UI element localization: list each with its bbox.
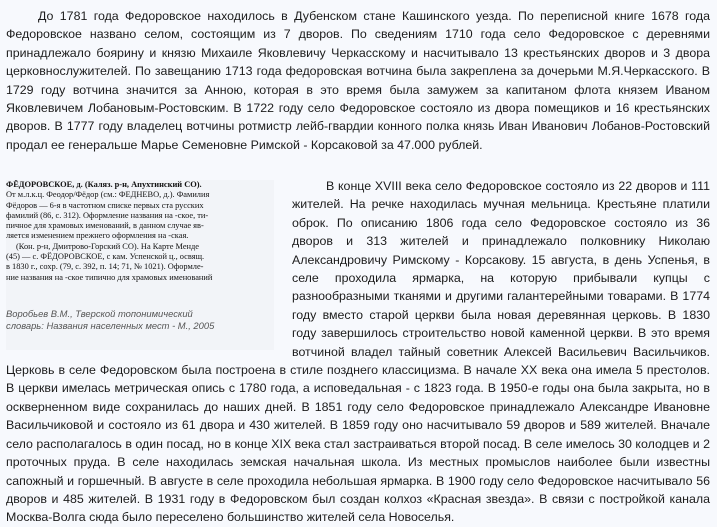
dictionary-line: фамилий (86, с. 312). Оформление названия на -ское, ти- <box>6 210 209 220</box>
dictionary-line: Фёдоров — 6-я в частотном списке первых ста русских <box>6 200 204 210</box>
dictionary-line: ФЁДОРОВСКОЕ, д. (Каляз. р-н, Апухтинский СО). <box>6 180 202 189</box>
dictionary-caption <box>6 308 274 332</box>
dictionary-line: ляется изменением прежнего оформления на -ская. <box>6 231 189 241</box>
paragraph-history-1781: До 1781 года Федоровское находилось в Дубенском стане Кашинского уезда. По переписной книге 1678 года Федоровское названо селом, состоящим из 7 дворов. По сведениям 1710 года село Федоровское с деревнями принадлежало боярину и князю Михаиле Яковлевичу Черкасскому и насчитывало 13 крестьянских дворов и 3 двора церковнослужителей. По завещанию 1713 года федоровская вотчина была закреплена за дочерьми М.Я.Черкасского. В 1729 году вотчина значится за Анною, которая в это время была замужем за капитаном флота князем Иваном Яковлевичем Лобановым-Ростовским. В 1722 году село Федоровское состояло из двора помещиков и 16 крестьянских дворов. В 1777 году владелец вотчины ротмистр лейб-гвардии конного полка князь Иван Иванович Лобанов-Ростовский продал ее генеральше Марье Семеновне Римской - Корсаковой за 47.000 рублей. <box>6 9 710 152</box>
dictionary-line: в 1830 г., сохр. (79, с. 392, п. 14; 71, № 1021). Оформле- <box>6 262 204 272</box>
dictionary-line: (Кон. р-н, Дмитрово-Горский СО). На Карте Менде <box>16 241 200 251</box>
dictionary-line: (45) — с. ФЁДОРОВСКОЕ, с кам. Успенской ц., освящ. <box>6 252 205 262</box>
caption-line: словарь: Названия населенных мест - М., 2005 <box>6 320 215 331</box>
dictionary-line: От м.л.к.ц. Феодор/Фёдор (см.: ФЕДНЕВО, д.). Фамилия <box>6 190 210 200</box>
dictionary-entry-scan <box>6 180 274 283</box>
caption-line: Воробьев В.М., Тверской топонимический <box>6 308 193 319</box>
dictionary-line: пичное для храмовых именований, в данном случае яв- <box>6 221 204 231</box>
dictionary-excerpt-image <box>6 180 274 350</box>
paragraph-history-18th-century <box>6 177 710 527</box>
dictionary-line: ние названия на -ское типично для храмовых именований <box>6 272 213 282</box>
paragraph-text: В конце XVIII века село Федоровское состояло из 22 дворов и 111 жителей. На речке находилась мучная мельница. Крестьяне платили оброк. По описанию 1806 года село Федоровское состояло из 36 дворов и 313 жителей и принадлежало полковнику Николаю Александровичу Римскому - Корсакову. 15 августа, в день Успенья, в селе проходила ярмарка, на которую прибывали купцы с разнообразными тканями и другими галантерейными товарами. В 1774 году вместо старой церкви была новая деревянная церковь. В 1830 году завершилось строительство новой каменной церкви. В это время вотчиной владел тайный советник Алексей Васильевич Васильчиков. Церковь в селе Федоровском была построена в стиле позднего классицизма. В начале XX века она имела 5 престолов. В церкви имелась метрическая опись с 1780 года, а исповедальная - с 1823 года. В 1950-е годы она была закрыта, но в оскверненном виде сохранилась до наших дней. В 1851 году село Федоровское принадлежало Александре Ивановне Васильчиковой и состояло из 61 двора и 430 жителей. В 1859 году оно насчитывало 59 дворов и 589 жителей. Вначале село располагалось в один посад, но в конце XIX века стал застраиваться второй посад. В селе имелось 30 колодцев и 2 проточных пруда. В селе находилась земская начальная школа. Из местных промыслов наиболее были известны сапожный и горшечный. В августе в селе проходила небольшая ярмарка. В 1900 году село Федоровское насчитывало 56 дворов и 485 жителей. В 1931 году в Федоровском был создан колхоз «Красная звезда». В связи с постройкой канала Москва-Волга сюда было переселено большинство жителей села Новоселья. <box>6 179 710 525</box>
